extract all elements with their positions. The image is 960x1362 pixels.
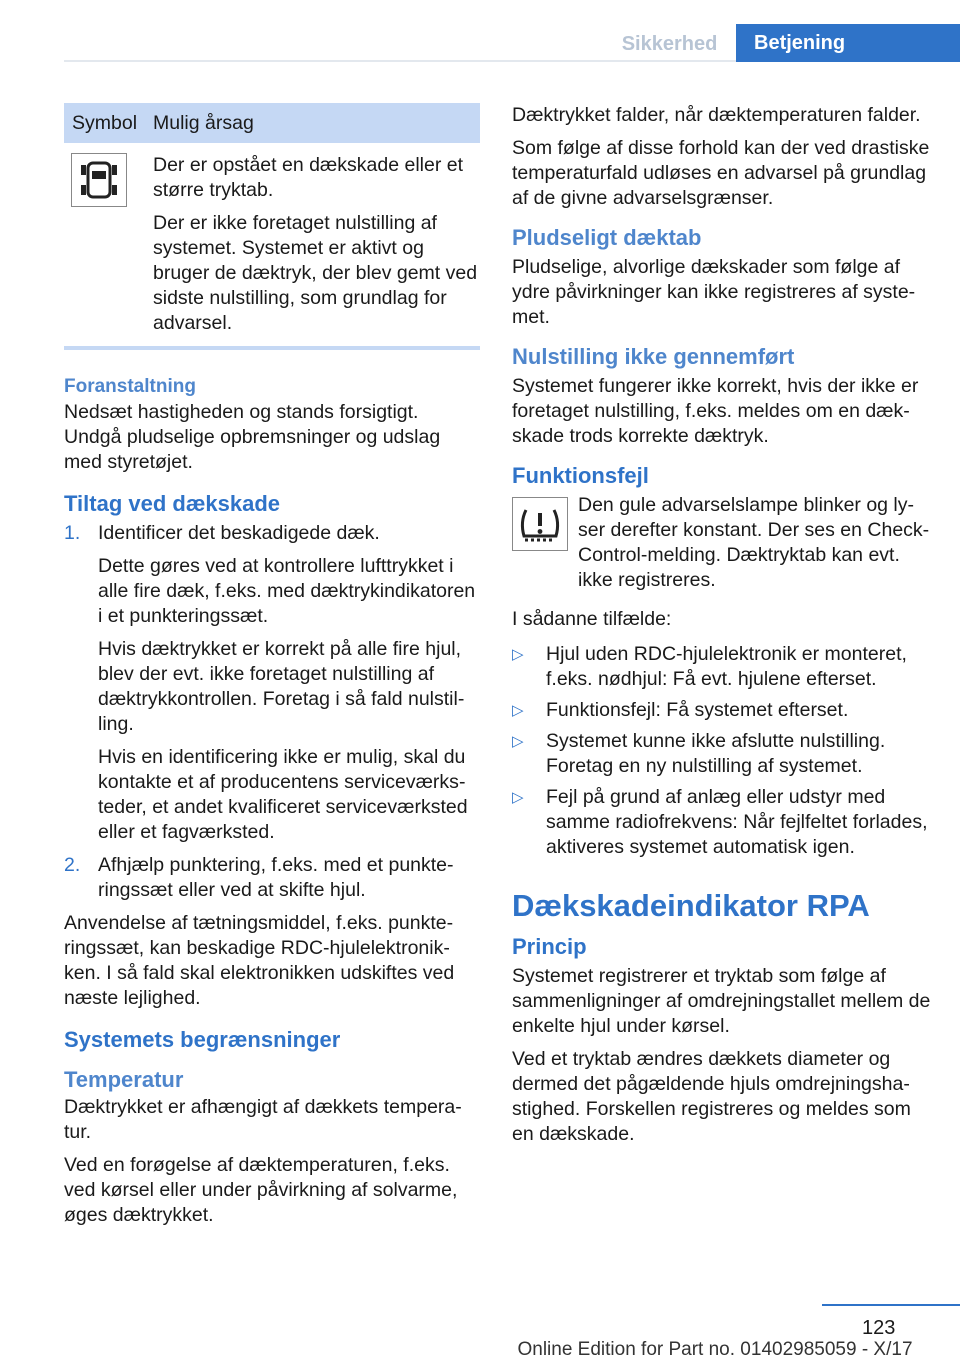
temperature-text: Som følge af disse forhold kan der ved drastiske temperaturfald udløses en advarsel på grundlag af de givne advarselsgrænser. [512, 137, 930, 209]
fault-heading: Funktionsfejl [512, 463, 649, 488]
bullet-text: Fejl på grund af anlæg eller udstyr med samme radiofrekvens: Når fejlfeltet forlades, aktiveres systemet automatisk igen. [546, 786, 928, 858]
list-item [512, 642, 932, 692]
temperature-heading: Temperatur [64, 1067, 184, 1092]
tab-sikkerhed[interactable]: Sikkerhed [621, 33, 718, 55]
col-symbol-header: Symbol [72, 112, 138, 134]
list-number: 1. [64, 522, 81, 544]
list-item [64, 521, 480, 853]
edition-text: Online Edition for Part no. 01402985059 - X/17 [517, 1339, 913, 1360]
bullet-marker: ▷ [512, 733, 524, 750]
bullet-text: Hjul uden RDC-hjulelektronik er monteret, f.eks. nødhjul: Få evt. hjulene efterset. [546, 643, 907, 690]
step-text: Afhjælp punktering, f.eks. med et punkteringssæt eller ved at skifte hjul. [98, 854, 454, 901]
right-column [512, 103, 932, 1155]
list-number: 2. [64, 854, 81, 876]
tire-pressure-car-icon [71, 153, 127, 207]
limits-heading: Systemets begrænsninger [64, 1027, 341, 1052]
sudden-loss-heading: Pludseligt dæktab [512, 225, 702, 250]
principle-heading: Princip [512, 934, 587, 959]
col-cause-header: Mulig årsag [153, 112, 254, 134]
fault-text: Den gule advarselslampe blinker og lyser derefter konstant. Der ses en Check-Control-melding. Dæktryktab kan evt. ikke registreres. [578, 494, 930, 591]
principle-text: Ved et tryktab ændres dækkets diameter og dermed det pågældende hjuls omdrejningshastighed. Forskellen registreres og meldes som en dækskade. [512, 1048, 911, 1145]
principle-text: Systemet registrerer et tryktab som følge af sammenligninger af omdrejningstallet mellem de enkelte hjul under kørsel. [512, 965, 931, 1037]
sudden-loss-text: Pludselige, alvorlige dækskader som følge af ydre påvirkninger kan ikke registreres af systemet. [512, 256, 916, 328]
symbol-table-header [64, 103, 480, 143]
bullet-text: Systemet kunne ikke afslutte nulstilling. Foretag en ny nulstilling af systemet. [546, 730, 886, 777]
table-row [64, 143, 480, 336]
list-item [64, 853, 480, 911]
sealant-text: Anvendelse af tætningsmiddel, f.eks. punkteringssæt, kan beskadige RDC-hjulelektronikken. I så fald skal elektronikken udskiftes ved næste lejlighed. [64, 912, 455, 1009]
reset-text: Systemet fungerer ikke korrekt, hvis der ikke er foretaget nulstilling, f.eks. meldes om en dækskade trods korrekte dæktryk. [512, 375, 919, 447]
temperature-text: Dæktrykket falder, når dæktemperaturen falder. [512, 104, 921, 126]
damage-heading: Tiltag ved dækskade [64, 491, 281, 516]
left-column [64, 103, 480, 1236]
temperature-text: Ved en forøgelse af dæktemperaturen, f.eks. ved kørsel eller under påvirkning af solvarme, øges dæktrykket. [64, 1154, 458, 1226]
bullet-marker: ▷ [512, 789, 524, 806]
bullet-text: Funktionsfejl: Få systemet efterset. [546, 699, 849, 721]
footer-rule [822, 1304, 960, 1306]
step-text: Dette gøres ved at kontrollere lufttrykket i alle fire dæk, f.eks. med dæktrykindikatoren i et punkteringssæt. [98, 555, 476, 627]
measure-text: Nedsæt hastigheden og stands forsigtigt. Undgå pludselige opbremsninger og udslag med styretøjet. [64, 401, 441, 473]
tab-betjening[interactable]: Betjening [736, 24, 960, 62]
tire-warning-icon [512, 497, 568, 551]
fault-block [512, 493, 932, 593]
table-cell-text: Der er opstået en dækskade eller et større tryktab. [153, 154, 464, 201]
step-text: Hvis dæktrykket er korrekt på alle fire hjul, blev der evt. ikke foretaget nulstilling af dæktrykkontrollen. Foretag i så fald nulstilling. [98, 638, 465, 735]
rpa-heading: Dækskadeindikator RPA [512, 888, 870, 923]
table-cell-text: Der er ikke foretaget nulstilling af systemet. Systemet er aktivt og bruger de dæktryk, der blev gemt ved sidste nulstilling, som grundlag for advarsel. [153, 212, 478, 334]
measure-heading: Foranstaltning [64, 376, 196, 397]
reset-heading: Nulstilling ikke gennemført [512, 344, 795, 369]
step-text: Hvis en identificering ikke er mulig, skal du kontakte et af producentens serviceværksteder, et andet kvalificeret serviceværksted eller et fagværksted. [98, 746, 468, 843]
bullet-marker: ▷ [512, 646, 524, 663]
list-item [512, 785, 932, 860]
list-item [512, 729, 932, 779]
page-number: 123 [862, 1317, 896, 1339]
step-text: Identificer det beskadigede dæk. [98, 522, 380, 544]
bullet-marker: ▷ [512, 702, 524, 719]
temperature-text: Dæktrykket er afhængigt af dækkets temperatur. [64, 1096, 462, 1143]
cases-intro: I sådanne tilfælde: [512, 608, 672, 630]
list-item [512, 698, 932, 723]
